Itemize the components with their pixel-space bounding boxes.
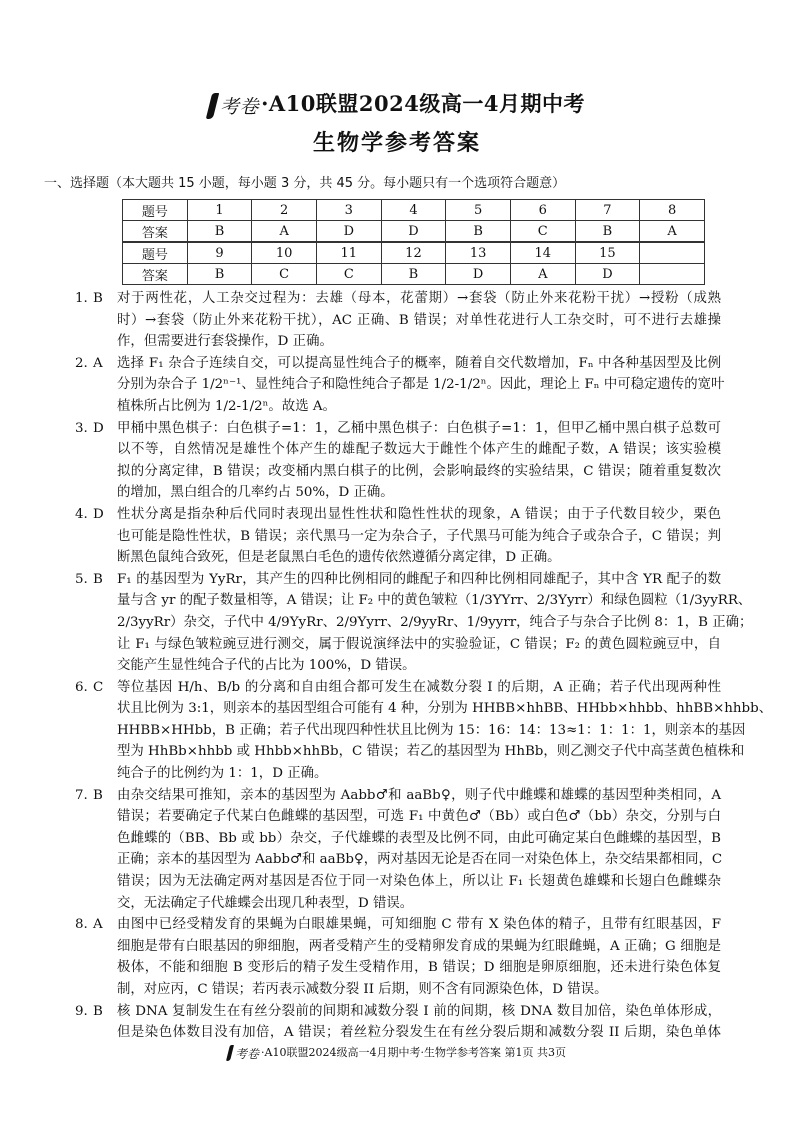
row-label: 答案 <box>123 221 188 243</box>
answer-cell: D <box>446 264 511 285</box>
answer-cell: B <box>381 264 446 285</box>
explanation-line: 制，对应丙，C 错误；若丙表示减数分裂 II 后期，则不含有同源染色体，D 错误。 <box>117 982 608 997</box>
answer-cell <box>640 264 705 285</box>
row-label: 题号 <box>123 200 188 221</box>
explanation-line: 交能产生显性纯合子代的占比为 100%，D 错误。 <box>117 658 416 674</box>
question-number: 5. <box>75 571 88 587</box>
row-label: 题号 <box>123 242 188 264</box>
question-number-cell: 1 <box>187 200 252 221</box>
question-number-cell: 11 <box>316 242 381 264</box>
answer-row <box>123 221 705 243</box>
answer-item <box>75 288 721 353</box>
explanation-line: 交，无法确定子代雄蝶会出现几种表型，D 错误。 <box>117 895 414 911</box>
answer-cell: B <box>575 221 640 243</box>
explanation-line: 由杂交结果可推知，亲本的基因型为 Aabb♂和 aaBb♀，则子代中雌蝶和雄蝶的基因型种类相同，A <box>117 787 721 803</box>
answer-cell: C <box>510 221 575 243</box>
answer-item <box>75 418 721 504</box>
answer-letter: A <box>93 917 103 933</box>
question-number-cell: 12 <box>381 242 446 264</box>
explanation-line: 色雌蝶的（BB、Bb 或 bb）杂交，子代雄蝶的表型及比例不同，由此可确定某白色雌蝶的基因型，B <box>117 830 721 846</box>
footer-logo-text: 考卷 <box>235 1046 260 1061</box>
explanation-line: 甲桶中黑色棋子：白色棋子=1：1，乙桶中黑色棋子：白色棋子=1：1，但甲乙桶中黑白棋子总数可 <box>117 420 721 436</box>
explanation-line: 细胞是带有白眼基因的卵细胞，两者受精产生的受精卵发育成的果蝇为红眼雌蝇，A 正确；G 细胞是 <box>117 938 721 954</box>
answer-item <box>75 677 773 785</box>
explanation-line: F₁ 的基因型为 YyRr，其产生的四种比例相同的雌配子和四种比例相同雄配子，其中含 YR 配子的数 <box>117 571 721 587</box>
question-number-cell: 6 <box>510 200 575 221</box>
answer-letter: C <box>93 679 104 695</box>
explanation-line: 的增加，黑白组合的几率约占 50%，D 正确。 <box>117 485 394 501</box>
brush-stroke-icon <box>226 1045 234 1061</box>
explanation-line: 拟的分离定律，B 错误；改变桶内黑白棋子的比例，会影响最终的实验结果，C 错误；随着重复数次 <box>117 463 721 479</box>
explanation-line: 错误；若要确定子代某白色雌蝶的基因型，可选 F₁ 中黄色♂（Bb）或白色♂（bb）杂交，分别与白 <box>117 809 721 825</box>
question-number-cell: 9 <box>187 242 252 264</box>
explanation-line: 正确；亲本的基因型为 Aabb♂和 aaBb♀，两对基因无论是否在同一对染色体上，杂交结果都相同，C <box>117 852 723 868</box>
explanation-line: 纯合子的比例约为 1：1，D 正确。 <box>117 766 328 782</box>
answer-item <box>75 1001 721 1044</box>
explanation-line: 以不等，自然情况是雄性个体产生的雄配子数远大于雌性个体产生的雌配子数，A 错误；该实验模 <box>117 442 721 458</box>
brand-logo <box>209 92 259 119</box>
question-number-cell: 3 <box>316 200 381 221</box>
answer-table <box>122 199 705 285</box>
question-number-cell: 4 <box>381 200 446 221</box>
answer-letter: A <box>93 355 103 371</box>
answer-cell: B <box>187 221 252 243</box>
explanation-line: HHBB×HHbb，B 正确；若子代出现四种性状且比例为 15：16：14：13≈1：1：1：1，则亲本的基因 <box>117 722 746 738</box>
question-number: 7. <box>75 787 88 803</box>
answer-letter: B <box>93 1003 103 1019</box>
row-label: 答案 <box>123 264 188 285</box>
question-number-cell: 2 <box>252 200 317 221</box>
answer-row <box>123 264 705 285</box>
answer-cell: A <box>510 264 575 285</box>
page-footer <box>0 1044 794 1062</box>
explanation-line: 2/3yyRr）杂交，子代中 4/9YyRr、2/9Yyrr、2/9yyRr、1/9yyrr，纯合子与杂合子比例 8：1，B 正确； <box>117 614 753 630</box>
explanation-line: 断黑色鼠纯合致死，但是老鼠黑白毛色的遗传依然遵循分离定律，D 正确。 <box>117 550 561 566</box>
question-number: 1. <box>75 291 88 306</box>
question-number-cell <box>640 242 705 264</box>
answer-cell: B <box>187 264 252 285</box>
answer-item <box>75 569 753 677</box>
question-number-cell: 14 <box>510 242 575 264</box>
explanation-line: 状且比例为 3:1，则亲本的基因型组合可能有 4 种，分别为 HHBB×hhBB、HHbb×hhbb、hhBB×hhbb、 <box>117 701 773 717</box>
title-line-1: ·A10联盟2024级高一4月期中考 <box>261 91 585 116</box>
explanation-line: 错误；因为无法确定两对基因是否位于同一对染色体上，所以让 F₁ 长翅黄色雄蝶和长翅白色雌蝶杂 <box>117 874 721 890</box>
explanation-line: 让 F₁ 与绿色皱粒豌豆进行测交，属于假说演绎法中的实验验证，C 错误；F₂ 的黄色圆粒豌豆中，自 <box>117 636 721 652</box>
answer-item <box>75 914 721 1000</box>
explanation-line: 量与含 yr 的配子数量相等，A 错误；让 F₂ 中的黄色皱粒（1/3YYrr、2/3Yyrr）和绿色圆粒（1/3yyRR、 <box>117 593 752 609</box>
document-title <box>0 88 794 119</box>
answer-cell: D <box>381 221 446 243</box>
question-number-cell: 13 <box>446 242 511 264</box>
question-number: 8. <box>75 917 88 933</box>
question-number: 9. <box>75 1003 88 1019</box>
question-number: 3. <box>75 420 88 436</box>
question-number: 4. <box>75 506 88 522</box>
question-number-cell: 15 <box>575 242 640 264</box>
brush-stroke-icon <box>206 93 219 119</box>
question-number-cell: 5 <box>446 200 511 221</box>
explanation-line: 极体，不能和细胞 B 变形后的精子发生受精作用，B 错误；D 细胞是卵原细胞，还未进行染色体复 <box>117 960 721 976</box>
explanation-line: 等位基因 H/h、B/b 的分离和自由组合都可发生在减数分裂 I 的后期，A 正确；若子代出现两种性 <box>117 679 721 695</box>
explanation-line: 作，但需要进行套袋操作，D 正确。 <box>117 334 333 350</box>
answer-cell: B <box>446 221 511 243</box>
answer-cell: D <box>575 264 640 285</box>
answer-letter: D <box>93 506 104 522</box>
explanation-line: 由图中已经受精发育的果蝇为白眼雄果蝇，可知细胞 C 带有 X 染色体的精子，且带有红眼基因，F <box>117 917 721 933</box>
answer-cell: D <box>316 221 381 243</box>
explanation-line: 也可能是隐性性状，B 错误；亲代黑马一定为杂合子，子代黑马可能为纯合子或杂合子，C 错误；判 <box>117 528 721 544</box>
explanation-line: 分别为杂合子 1/2ⁿ⁻¹、显性纯合子和隐性纯合子都是 1/2-1/2ⁿ。因此，理论上 Fₙ 中可稳定遗传的宽叶 <box>117 377 725 393</box>
explanation-line: 但是染色体数目没有加倍，A 错误；着丝粒分裂发生在有丝分裂后期和减数分裂 II 后期，染色单体 <box>117 1025 721 1041</box>
answer-cell: C <box>252 264 317 285</box>
answer-item <box>75 353 725 418</box>
explanation-line: 对于两性花，人工杂交过程为：去雄（母本，花蕾期）→套袋（防止外来花粉干扰）→授粉（成熟 <box>117 291 721 306</box>
question-number-cell: 7 <box>575 200 640 221</box>
explanation-line: 核 DNA 复制发生在有丝分裂前的间期和减数分裂 I 前的间期，核 DNA 数目加倍，染色单体形成， <box>117 1003 721 1019</box>
document-subtitle: 生物学参考答案 <box>312 130 481 156</box>
answer-cell: A <box>640 221 705 243</box>
answer-cell: A <box>252 221 317 243</box>
explanation-line: 时）→套袋（防止外来花粉干扰），AC 正确、B 错误；对单性花进行人工杂交时，可不进行去雄操 <box>117 312 721 328</box>
section-heading: 一、选择题（本大题共 15 小题，每小题 3 分，共 45 分。每小题只有一个选项符合题意） <box>44 176 566 191</box>
explanation-line: 植株所占比例为 1/2-1/2ⁿ。故选 A。 <box>117 398 336 414</box>
answer-letter: B <box>93 571 103 587</box>
logo-text: 考卷 <box>220 96 260 118</box>
answer-item <box>75 504 721 569</box>
explanation-line: 型为 HhBb×hhbb 或 Hhbb×hhBb，C 错误；若乙的基因型为 HhBb，则乙测交子代中高茎黄色植株和 <box>117 744 745 760</box>
answer-letter: B <box>93 291 103 306</box>
question-number-row <box>123 200 705 221</box>
answer-item <box>75 785 721 915</box>
question-number: 2. <box>75 355 88 371</box>
answer-letter: D <box>93 420 104 436</box>
answer-letter: B <box>93 787 103 803</box>
explanation-line: 性状分离是指杂种后代同时表现出显性性状和隐性性状的现象，A 错误；由于子代数目较少，栗色 <box>117 506 721 522</box>
question-number-row <box>123 242 705 264</box>
question-number: 6. <box>75 679 88 695</box>
question-number-cell: 10 <box>252 242 317 264</box>
footer-text: ·A10联盟2024级高一4月期中考·生物学参考答案 第1页 共3页 <box>261 1046 566 1059</box>
question-number-cell: 8 <box>640 200 705 221</box>
footer-logo <box>228 1045 259 1062</box>
explanation-line: 选择 F₁ 杂合子连续自交，可以提高显性纯合子的概率，随着自交代数增加，Fₙ 中各种基因型及比例 <box>117 355 721 371</box>
answer-cell: C <box>316 264 381 285</box>
answer-explanations <box>75 288 773 1044</box>
